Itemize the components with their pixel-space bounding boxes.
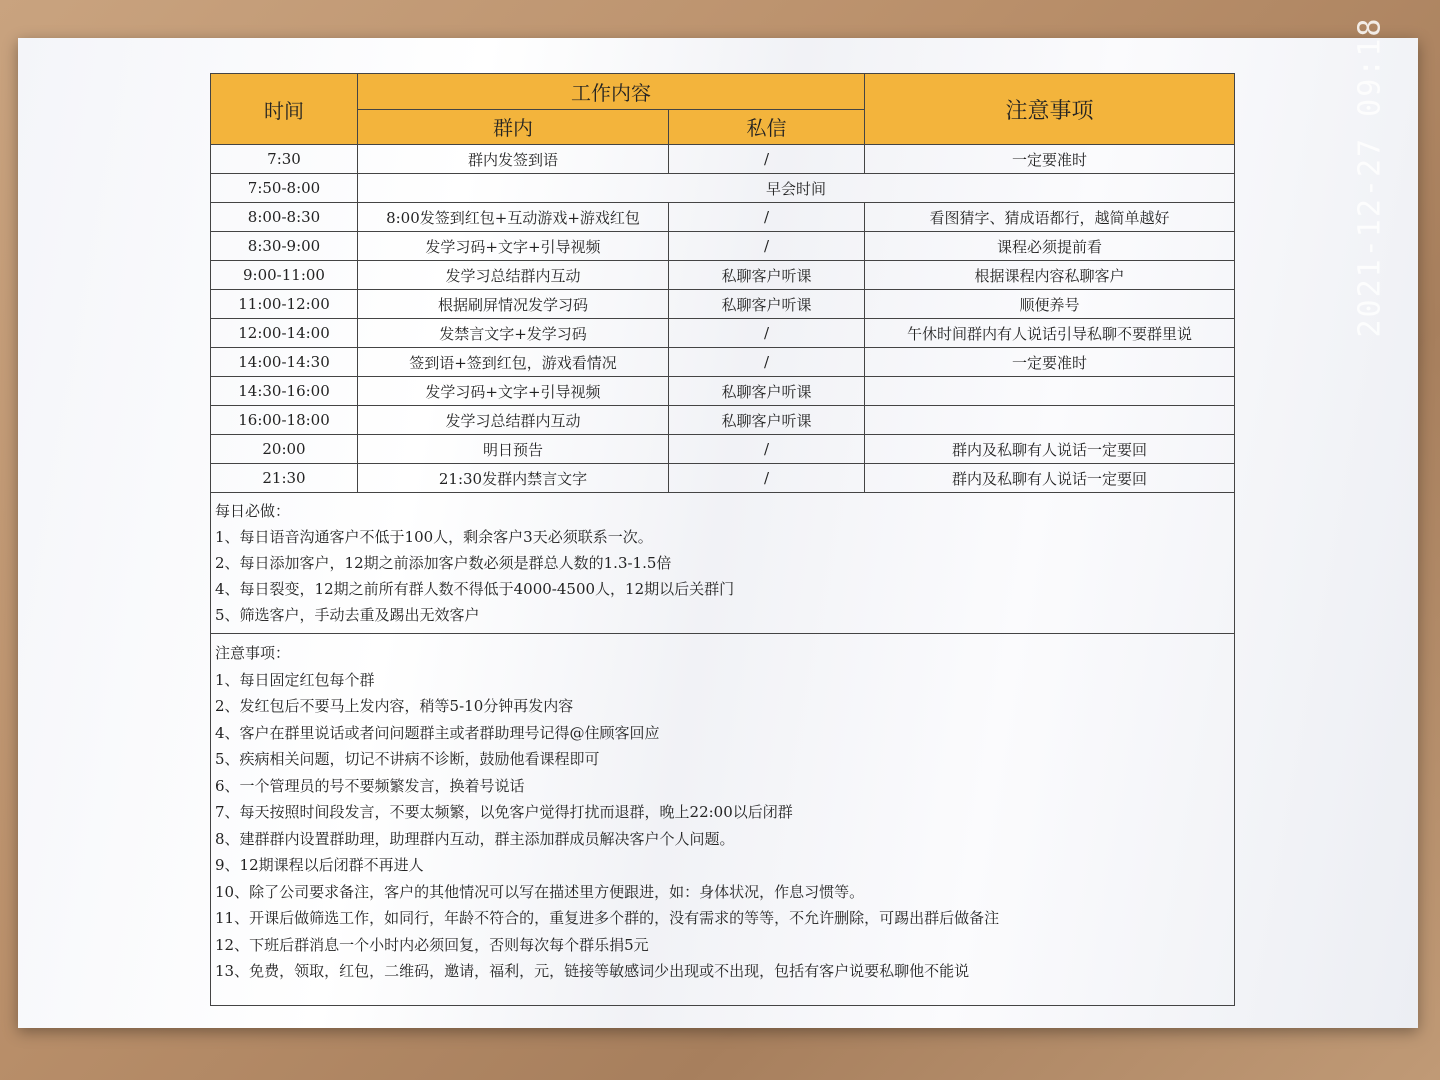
time-cell: 11:00-12:00	[211, 290, 358, 319]
list-item: 4、每日裂变，12期之前所有群人数不得低于4000-4500人，12期以后关群门	[215, 580, 735, 598]
table-row	[211, 435, 1235, 464]
list-item: 1、每日固定红包每个群	[215, 670, 375, 689]
group-cell: 发学习码+文字+引导视频	[358, 377, 669, 406]
note-cell: 一定要准时	[865, 348, 1235, 377]
private-cell: /	[669, 464, 865, 493]
group-cell: 群内发签到语	[358, 145, 669, 174]
merged-cell: 早会时间	[358, 174, 1235, 203]
group-cell: 签到语+签到红包，游戏看情况	[358, 348, 669, 377]
list-item: 13、免费，领取，红包，二维码，邀请，福利，元，链接等敏感词少出现或不出现，包括有客户说要私聊他不能说	[215, 962, 970, 980]
table-row	[211, 319, 1235, 348]
time-cell: 14:30-16:00	[211, 377, 358, 406]
list-item: 5、疾病相关问题，切记不讲病不诊断，鼓励他看课程即可	[215, 750, 600, 768]
time-cell: 7:30	[211, 145, 358, 174]
private-cell: /	[669, 232, 865, 261]
header-work: 工作内容	[358, 74, 865, 110]
table-row	[211, 348, 1235, 377]
table-row	[211, 174, 1235, 203]
private-cell: 私聊客户听课	[669, 261, 865, 290]
list-item: 10、除了公司要求备注，客户的其他情况可以写在描述里方便跟进，如：身体状况，作息习惯等。	[215, 882, 865, 901]
time-cell: 7:50-8:00	[211, 174, 358, 203]
time-cell: 8:30-9:00	[211, 232, 358, 261]
private-cell: 私聊客户听课	[669, 377, 865, 406]
list-item: 7、每天按照时间段发言，不要太频繁，以免客户觉得打扰而退群，晚上22:00以后闭群	[215, 803, 793, 821]
time-cell: 16:00-18:00	[211, 406, 358, 435]
daily-title: 每日必做：	[215, 502, 291, 520]
note-cell: 看图猜字、猜成语都行，越简单越好	[865, 203, 1235, 232]
note-cell	[865, 406, 1235, 435]
header-notes: 注意事项	[865, 74, 1235, 145]
note-cell: 顺便养号	[865, 290, 1235, 319]
private-cell: /	[669, 348, 865, 377]
time-cell: 8:00-8:30	[211, 203, 358, 232]
table-row	[211, 377, 1235, 406]
notices-title: 注意事项：	[215, 644, 291, 662]
table-row	[211, 406, 1235, 435]
table-row	[211, 290, 1235, 319]
list-item: 1、每日语音沟通客户不低于100人，剩余客户3天必须联系一次。	[215, 528, 653, 546]
private-cell: /	[669, 145, 865, 174]
group-cell: 发学习码+文字+引导视频	[358, 232, 669, 261]
list-item: 2、每日添加客户，12期之前添加客户数必须是群总人数的1.3-1.5倍	[215, 554, 672, 572]
private-cell: /	[669, 203, 865, 232]
table-row	[211, 145, 1235, 174]
private-cell: 私聊客户听课	[669, 290, 865, 319]
group-cell: 发禁言文字+发学习码	[358, 319, 669, 348]
photo-timestamp: 2021-12-27 09:18	[1352, 16, 1388, 338]
table-row	[211, 464, 1235, 493]
private-cell: /	[669, 435, 865, 464]
private-cell: /	[669, 319, 865, 348]
group-cell: 21:30发群内禁言文字	[358, 464, 669, 493]
list-item: 8、建群群内设置群助理，助理群内互动，群主添加群成员解决客户个人问题。	[215, 829, 735, 848]
group-cell: 发学习总结群内互动	[358, 406, 669, 435]
group-cell: 明日预告	[358, 435, 669, 464]
group-cell: 8:00发签到红包+互动游戏+游戏红包	[358, 203, 669, 232]
schedule-table	[210, 73, 1235, 493]
header-group: 群内	[358, 109, 669, 145]
note-cell: 根据课程内容私聊客户	[865, 261, 1235, 290]
note-cell: 一定要准时	[865, 145, 1235, 174]
private-cell: 私聊客户听课	[669, 406, 865, 435]
group-cell: 根据刷屏情况发学习码	[358, 290, 669, 319]
list-item: 4、客户在群里说话或者问问题群主或者群助理号记得@住顾客回应	[215, 723, 660, 742]
time-cell: 21:30	[211, 464, 358, 493]
header-time: 时间	[211, 74, 358, 145]
list-item: 12、下班后群消息一个小时内必须回复，否则每次每个群乐捐5元	[215, 935, 649, 954]
group-cell: 发学习总结群内互动	[358, 261, 669, 290]
list-item: 5、筛选客户，手动去重及踢出无效客户	[215, 606, 480, 624]
note-cell: 群内及私聊有人说话一定要回	[865, 435, 1235, 464]
time-cell: 20:00	[211, 435, 358, 464]
time-cell: 9:00-11:00	[211, 261, 358, 290]
table-row	[211, 203, 1235, 232]
header-private: 私信	[669, 109, 865, 145]
note-cell: 群内及私聊有人说话一定要回	[865, 464, 1235, 493]
note-cell	[865, 377, 1235, 406]
notices-section	[210, 634, 1235, 1006]
list-item: 11、开课后做筛选工作，如同行，年龄不符合的，重复进多个群的，没有需求的等等，不允许删除，可踢出群后做备注	[215, 909, 1000, 927]
list-item: 6、一个管理员的号不要频繁发言，换着号说话	[215, 776, 525, 795]
list-item: 9、12期课程以后闭群不再进人	[215, 856, 424, 874]
table-row	[211, 232, 1235, 261]
list-item: 2、发红包后不要马上发内容，稍等5-10分钟再发内容	[215, 697, 574, 715]
daily-tasks-section	[210, 492, 1235, 634]
time-cell: 12:00-14:00	[211, 319, 358, 348]
note-cell: 午休时间群内有人说话引导私聊不要群里说	[865, 319, 1235, 348]
table-row	[211, 261, 1235, 290]
note-cell: 课程必须提前看	[865, 232, 1235, 261]
time-cell: 14:00-14:30	[211, 348, 358, 377]
